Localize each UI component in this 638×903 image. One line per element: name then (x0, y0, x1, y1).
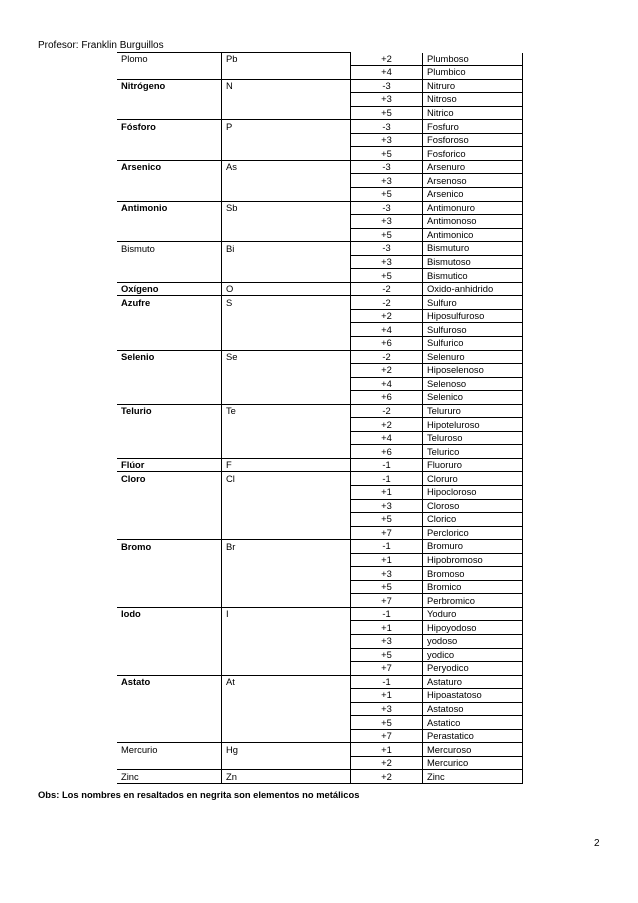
element-symbol-cell (222, 662, 351, 676)
table-row (117, 93, 523, 107)
oxidation-number-cell: -2 (351, 296, 423, 310)
element-name-cell (117, 323, 222, 337)
oxidation-number-cell: +7 (351, 729, 423, 743)
element-name-cell (117, 187, 222, 201)
compound-name-cell: Hipobromoso (423, 553, 523, 567)
oxidation-number-cell: +5 (351, 147, 423, 161)
element-symbol-cell (222, 635, 351, 649)
oxidation-number-cell: +1 (351, 486, 423, 500)
element-name-cell (117, 445, 222, 459)
element-symbol-cell (222, 147, 351, 161)
table-row (117, 553, 523, 567)
table-row (117, 133, 523, 147)
compound-name-cell: Mercuroso (423, 743, 523, 757)
element-symbol-cell (222, 621, 351, 635)
element-name-cell (117, 377, 222, 391)
compound-name-cell: Teluroso (423, 431, 523, 445)
element-name-cell (117, 255, 222, 269)
element-name-cell: Cloro (117, 472, 222, 486)
oxidation-number-cell: +5 (351, 187, 423, 201)
oxidation-number-cell: +3 (351, 499, 423, 513)
element-name-cell: Zinc (117, 770, 222, 784)
element-symbol-cell (222, 215, 351, 229)
element-name-cell (117, 486, 222, 500)
oxidation-number-cell: +7 (351, 662, 423, 676)
table-row (117, 53, 523, 66)
oxidation-number-cell: -1 (351, 472, 423, 486)
element-symbol-cell (222, 391, 351, 405)
element-name-cell (117, 66, 222, 80)
element-name-cell (117, 147, 222, 161)
compound-name-cell: Arsenuro (423, 160, 523, 174)
compound-name-cell: Peryodico (423, 662, 523, 676)
table-row (117, 743, 523, 757)
element-symbol-cell (222, 594, 351, 608)
compound-name-cell: Telurico (423, 445, 523, 459)
element-name-cell: Flúor (117, 458, 222, 472)
compound-name-cell: Bromico (423, 580, 523, 594)
oxidation-number-cell: +1 (351, 689, 423, 703)
element-symbol-cell (222, 336, 351, 350)
element-name-cell: Telurio (117, 404, 222, 418)
oxidation-number-cell: +2 (351, 756, 423, 770)
element-name-cell: Arsenico (117, 160, 222, 174)
element-symbol-cell (222, 323, 351, 337)
element-name-cell (117, 716, 222, 730)
element-name-cell (117, 756, 222, 770)
oxidation-number-cell: +5 (351, 269, 423, 283)
element-name-cell (117, 553, 222, 567)
compound-name-cell: Perbromico (423, 594, 523, 608)
oxidation-number-cell: +5 (351, 228, 423, 242)
element-symbol-cell: S (222, 296, 351, 310)
oxidation-number-cell: +4 (351, 431, 423, 445)
compound-name-cell: Selenoso (423, 377, 523, 391)
element-name-cell: Azufre (117, 296, 222, 310)
table-row (117, 160, 523, 174)
element-name-cell (117, 174, 222, 188)
element-name-cell: Bromo (117, 540, 222, 554)
table-row (117, 404, 523, 418)
compound-name-cell: Hipoastatoso (423, 689, 523, 703)
element-name-cell: Plomo (117, 53, 222, 66)
element-name-cell (117, 689, 222, 703)
element-symbol-cell (222, 187, 351, 201)
compound-name-cell: Fosforoso (423, 133, 523, 147)
table-row (117, 635, 523, 649)
element-symbol-cell (222, 445, 351, 459)
table-row (117, 296, 523, 310)
table-row (117, 472, 523, 486)
element-symbol-cell (222, 269, 351, 283)
compound-name-cell: Antimonico (423, 228, 523, 242)
table-row (117, 242, 523, 256)
element-symbol-cell (222, 553, 351, 567)
element-name-cell: Selenio (117, 350, 222, 364)
oxidation-number-cell: +5 (351, 580, 423, 594)
table-row (117, 662, 523, 676)
oxidation-number-cell: -3 (351, 201, 423, 215)
element-symbol-cell: Hg (222, 743, 351, 757)
oxidation-number-cell: +2 (351, 418, 423, 432)
table-row (117, 79, 523, 93)
element-name-cell (117, 567, 222, 581)
element-symbol-cell: Sb (222, 201, 351, 215)
compound-name-cell: Nitrico (423, 106, 523, 120)
table-row (117, 282, 523, 296)
compound-name-cell: Sulfurico (423, 336, 523, 350)
element-symbol-cell: Pb (222, 53, 351, 66)
oxidation-number-cell: +4 (351, 377, 423, 391)
compound-name-cell: Arsenico (423, 187, 523, 201)
table-row (117, 391, 523, 405)
table-row (117, 309, 523, 323)
element-symbol-cell: N (222, 79, 351, 93)
compound-name-cell: Clorico (423, 513, 523, 527)
compound-name-cell: Mercurico (423, 756, 523, 770)
compound-name-cell: Astatico (423, 716, 523, 730)
element-symbol-cell: Bi (222, 242, 351, 256)
oxidation-number-cell: +1 (351, 621, 423, 635)
table-row (117, 702, 523, 716)
oxidation-number-cell: -3 (351, 242, 423, 256)
element-name-cell (117, 215, 222, 229)
element-name-cell: Oxígeno (117, 282, 222, 296)
element-name-cell (117, 499, 222, 513)
compound-name-cell: Bismutico (423, 269, 523, 283)
element-symbol-cell (222, 513, 351, 527)
table-row (117, 350, 523, 364)
compound-name-cell: Plumboso (423, 53, 523, 66)
element-symbol-cell (222, 567, 351, 581)
table-row (117, 445, 523, 459)
table-row (117, 458, 523, 472)
compound-name-cell: Astaturo (423, 675, 523, 689)
compound-name-cell: Perclorico (423, 526, 523, 540)
compound-name-cell: Bromuro (423, 540, 523, 554)
element-symbol-cell (222, 526, 351, 540)
element-name-cell (117, 228, 222, 242)
table-row (117, 513, 523, 527)
compound-name-cell: Fosforico (423, 147, 523, 161)
element-name-cell: Fósforo (117, 120, 222, 134)
compound-name-cell: Bismutoso (423, 255, 523, 269)
table-row (117, 215, 523, 229)
element-symbol-cell (222, 729, 351, 743)
element-symbol-cell: F (222, 458, 351, 472)
oxidation-number-cell: +2 (351, 53, 423, 66)
observation-note: Obs: Los nombres en resaltados en negrita son elementos no metálicos (38, 789, 360, 800)
element-symbol-cell (222, 228, 351, 242)
element-name-cell: Antimonio (117, 201, 222, 215)
element-symbol-cell (222, 377, 351, 391)
element-name-cell (117, 702, 222, 716)
oxidation-number-cell: +5 (351, 106, 423, 120)
compound-name-cell: Nitruro (423, 79, 523, 93)
element-symbol-cell: At (222, 675, 351, 689)
element-name-cell (117, 269, 222, 283)
element-name-cell (117, 391, 222, 405)
table-row (117, 607, 523, 621)
compound-name-cell: Plumbico (423, 66, 523, 80)
compound-name-cell: Bromoso (423, 567, 523, 581)
compound-name-cell: Selenuro (423, 350, 523, 364)
table-row (117, 526, 523, 540)
oxidation-number-cell: -2 (351, 282, 423, 296)
oxidation-number-cell: +2 (351, 309, 423, 323)
element-name-cell (117, 729, 222, 743)
table-row (117, 580, 523, 594)
compound-name-cell: Hiposelenoso (423, 364, 523, 378)
oxidation-number-cell: +3 (351, 702, 423, 716)
table-row (117, 201, 523, 215)
table-row (117, 228, 523, 242)
element-symbol-cell (222, 648, 351, 662)
compound-name-cell: Hipoyodoso (423, 621, 523, 635)
element-name-cell: Iodo (117, 607, 222, 621)
table-row (117, 729, 523, 743)
oxidation-number-cell: +4 (351, 323, 423, 337)
element-name-cell (117, 93, 222, 107)
element-symbol-cell (222, 499, 351, 513)
element-name-cell: Astato (117, 675, 222, 689)
compound-name-cell: yodoso (423, 635, 523, 649)
element-name-cell (117, 526, 222, 540)
table-row (117, 540, 523, 554)
oxidation-number-cell: -3 (351, 160, 423, 174)
table-row (117, 174, 523, 188)
oxidation-number-cell: -1 (351, 458, 423, 472)
table-row (117, 377, 523, 391)
element-name-cell (117, 309, 222, 323)
oxidation-number-cell: +6 (351, 445, 423, 459)
table-body (117, 53, 523, 784)
element-symbol-cell: Zn (222, 770, 351, 784)
element-name-cell: Bismuto (117, 242, 222, 256)
table-row (117, 567, 523, 581)
table-row (117, 106, 523, 120)
compound-name-cell: Arsenoso (423, 174, 523, 188)
element-symbol-cell: Se (222, 350, 351, 364)
oxidation-number-cell: -3 (351, 79, 423, 93)
element-name-cell (117, 635, 222, 649)
compound-name-cell: Sulfuroso (423, 323, 523, 337)
oxidation-number-cell: +5 (351, 648, 423, 662)
oxidation-number-cell: +3 (351, 174, 423, 188)
element-name-cell (117, 364, 222, 378)
table-row (117, 147, 523, 161)
element-symbol-cell: Te (222, 404, 351, 418)
compound-name-cell: Zinc (423, 770, 523, 784)
table-row (117, 621, 523, 635)
compound-name-cell: Telururo (423, 404, 523, 418)
table-row (117, 364, 523, 378)
element-symbol-cell: Cl (222, 472, 351, 486)
compound-name-cell: Fosfuro (423, 120, 523, 134)
oxidation-number-cell: -1 (351, 540, 423, 554)
element-name-cell (117, 580, 222, 594)
compound-name-cell: Hipoteluroso (423, 418, 523, 432)
table-row (117, 716, 523, 730)
element-symbol-cell (222, 689, 351, 703)
element-name-cell (117, 513, 222, 527)
oxidation-number-cell: +3 (351, 93, 423, 107)
table-row (117, 486, 523, 500)
element-name-cell: Mercurio (117, 743, 222, 757)
compound-name-cell: Bismuturo (423, 242, 523, 256)
element-name-cell (117, 133, 222, 147)
compound-name-cell: Astatoso (423, 702, 523, 716)
compound-name-cell: Hipocloroso (423, 486, 523, 500)
table-row (117, 187, 523, 201)
compound-name-cell: Perastatico (423, 729, 523, 743)
compound-name-cell: Oxido-anhidrido (423, 282, 523, 296)
table-row (117, 418, 523, 432)
oxidation-number-cell: +2 (351, 364, 423, 378)
compound-name-cell: yodico (423, 648, 523, 662)
element-symbol-cell (222, 580, 351, 594)
table-row (117, 648, 523, 662)
compound-name-cell: Nitroso (423, 93, 523, 107)
element-name-cell (117, 106, 222, 120)
compound-name-cell: Yoduro (423, 607, 523, 621)
element-name-cell (117, 431, 222, 445)
oxidation-number-cell: -2 (351, 404, 423, 418)
compound-name-cell: Cloroso (423, 499, 523, 513)
table-row (117, 770, 523, 784)
oxidation-states-table (117, 52, 523, 784)
table-row (117, 269, 523, 283)
element-symbol-cell: P (222, 120, 351, 134)
compound-name-cell: Antimonoso (423, 215, 523, 229)
element-name-cell: Nitrógeno (117, 79, 222, 93)
table-row (117, 323, 523, 337)
table-row (117, 756, 523, 770)
table-row (117, 431, 523, 445)
oxidation-number-cell: +5 (351, 513, 423, 527)
oxidation-number-cell: -2 (351, 350, 423, 364)
compound-name-cell: Fluoruro (423, 458, 523, 472)
oxidation-number-cell: +7 (351, 526, 423, 540)
element-symbol-cell (222, 93, 351, 107)
table-row (117, 594, 523, 608)
table-row (117, 689, 523, 703)
element-symbol-cell (222, 66, 351, 80)
element-symbol-cell (222, 716, 351, 730)
oxidation-number-cell: -1 (351, 675, 423, 689)
oxidation-number-cell: +3 (351, 133, 423, 147)
table-row (117, 66, 523, 80)
oxidation-number-cell: -3 (351, 120, 423, 134)
element-symbol-cell (222, 702, 351, 716)
oxidation-number-cell: +3 (351, 567, 423, 581)
oxidation-number-cell: +6 (351, 336, 423, 350)
element-name-cell (117, 621, 222, 635)
element-symbol-cell (222, 309, 351, 323)
element-name-cell (117, 594, 222, 608)
element-symbol-cell: O (222, 282, 351, 296)
oxidation-number-cell: +7 (351, 594, 423, 608)
table-row (117, 120, 523, 134)
oxidation-number-cell: +1 (351, 743, 423, 757)
oxidation-number-cell: -1 (351, 607, 423, 621)
oxidation-number-cell: +5 (351, 716, 423, 730)
element-symbol-cell (222, 255, 351, 269)
compound-name-cell: Antimonuro (423, 201, 523, 215)
element-symbol-cell: I (222, 607, 351, 621)
element-symbol-cell (222, 133, 351, 147)
oxidation-number-cell: +3 (351, 635, 423, 649)
element-name-cell (117, 648, 222, 662)
oxidation-number-cell: +4 (351, 66, 423, 80)
table-row (117, 675, 523, 689)
element-symbol-cell (222, 364, 351, 378)
compound-name-cell: Sulfuro (423, 296, 523, 310)
element-symbol-cell (222, 431, 351, 445)
oxidation-number-cell: +1 (351, 553, 423, 567)
page-number: 2 (594, 838, 600, 849)
element-symbol-cell (222, 106, 351, 120)
element-name-cell (117, 662, 222, 676)
element-symbol-cell (222, 486, 351, 500)
oxidation-number-cell: +2 (351, 770, 423, 784)
element-symbol-cell (222, 418, 351, 432)
compound-name-cell: Selenico (423, 391, 523, 405)
element-symbol-cell: Br (222, 540, 351, 554)
professor-header: Profesor: Franklin Burguillos (38, 40, 164, 51)
oxidation-number-cell: +6 (351, 391, 423, 405)
element-symbol-cell (222, 756, 351, 770)
compound-name-cell: Hiposulfuroso (423, 309, 523, 323)
compound-name-cell: Cloruro (423, 472, 523, 486)
table-row (117, 255, 523, 269)
element-name-cell (117, 418, 222, 432)
table-row (117, 336, 523, 350)
oxidation-number-cell: +3 (351, 255, 423, 269)
element-name-cell (117, 336, 222, 350)
oxidation-number-cell: +3 (351, 215, 423, 229)
element-symbol-cell (222, 174, 351, 188)
element-symbol-cell: As (222, 160, 351, 174)
table-row (117, 499, 523, 513)
